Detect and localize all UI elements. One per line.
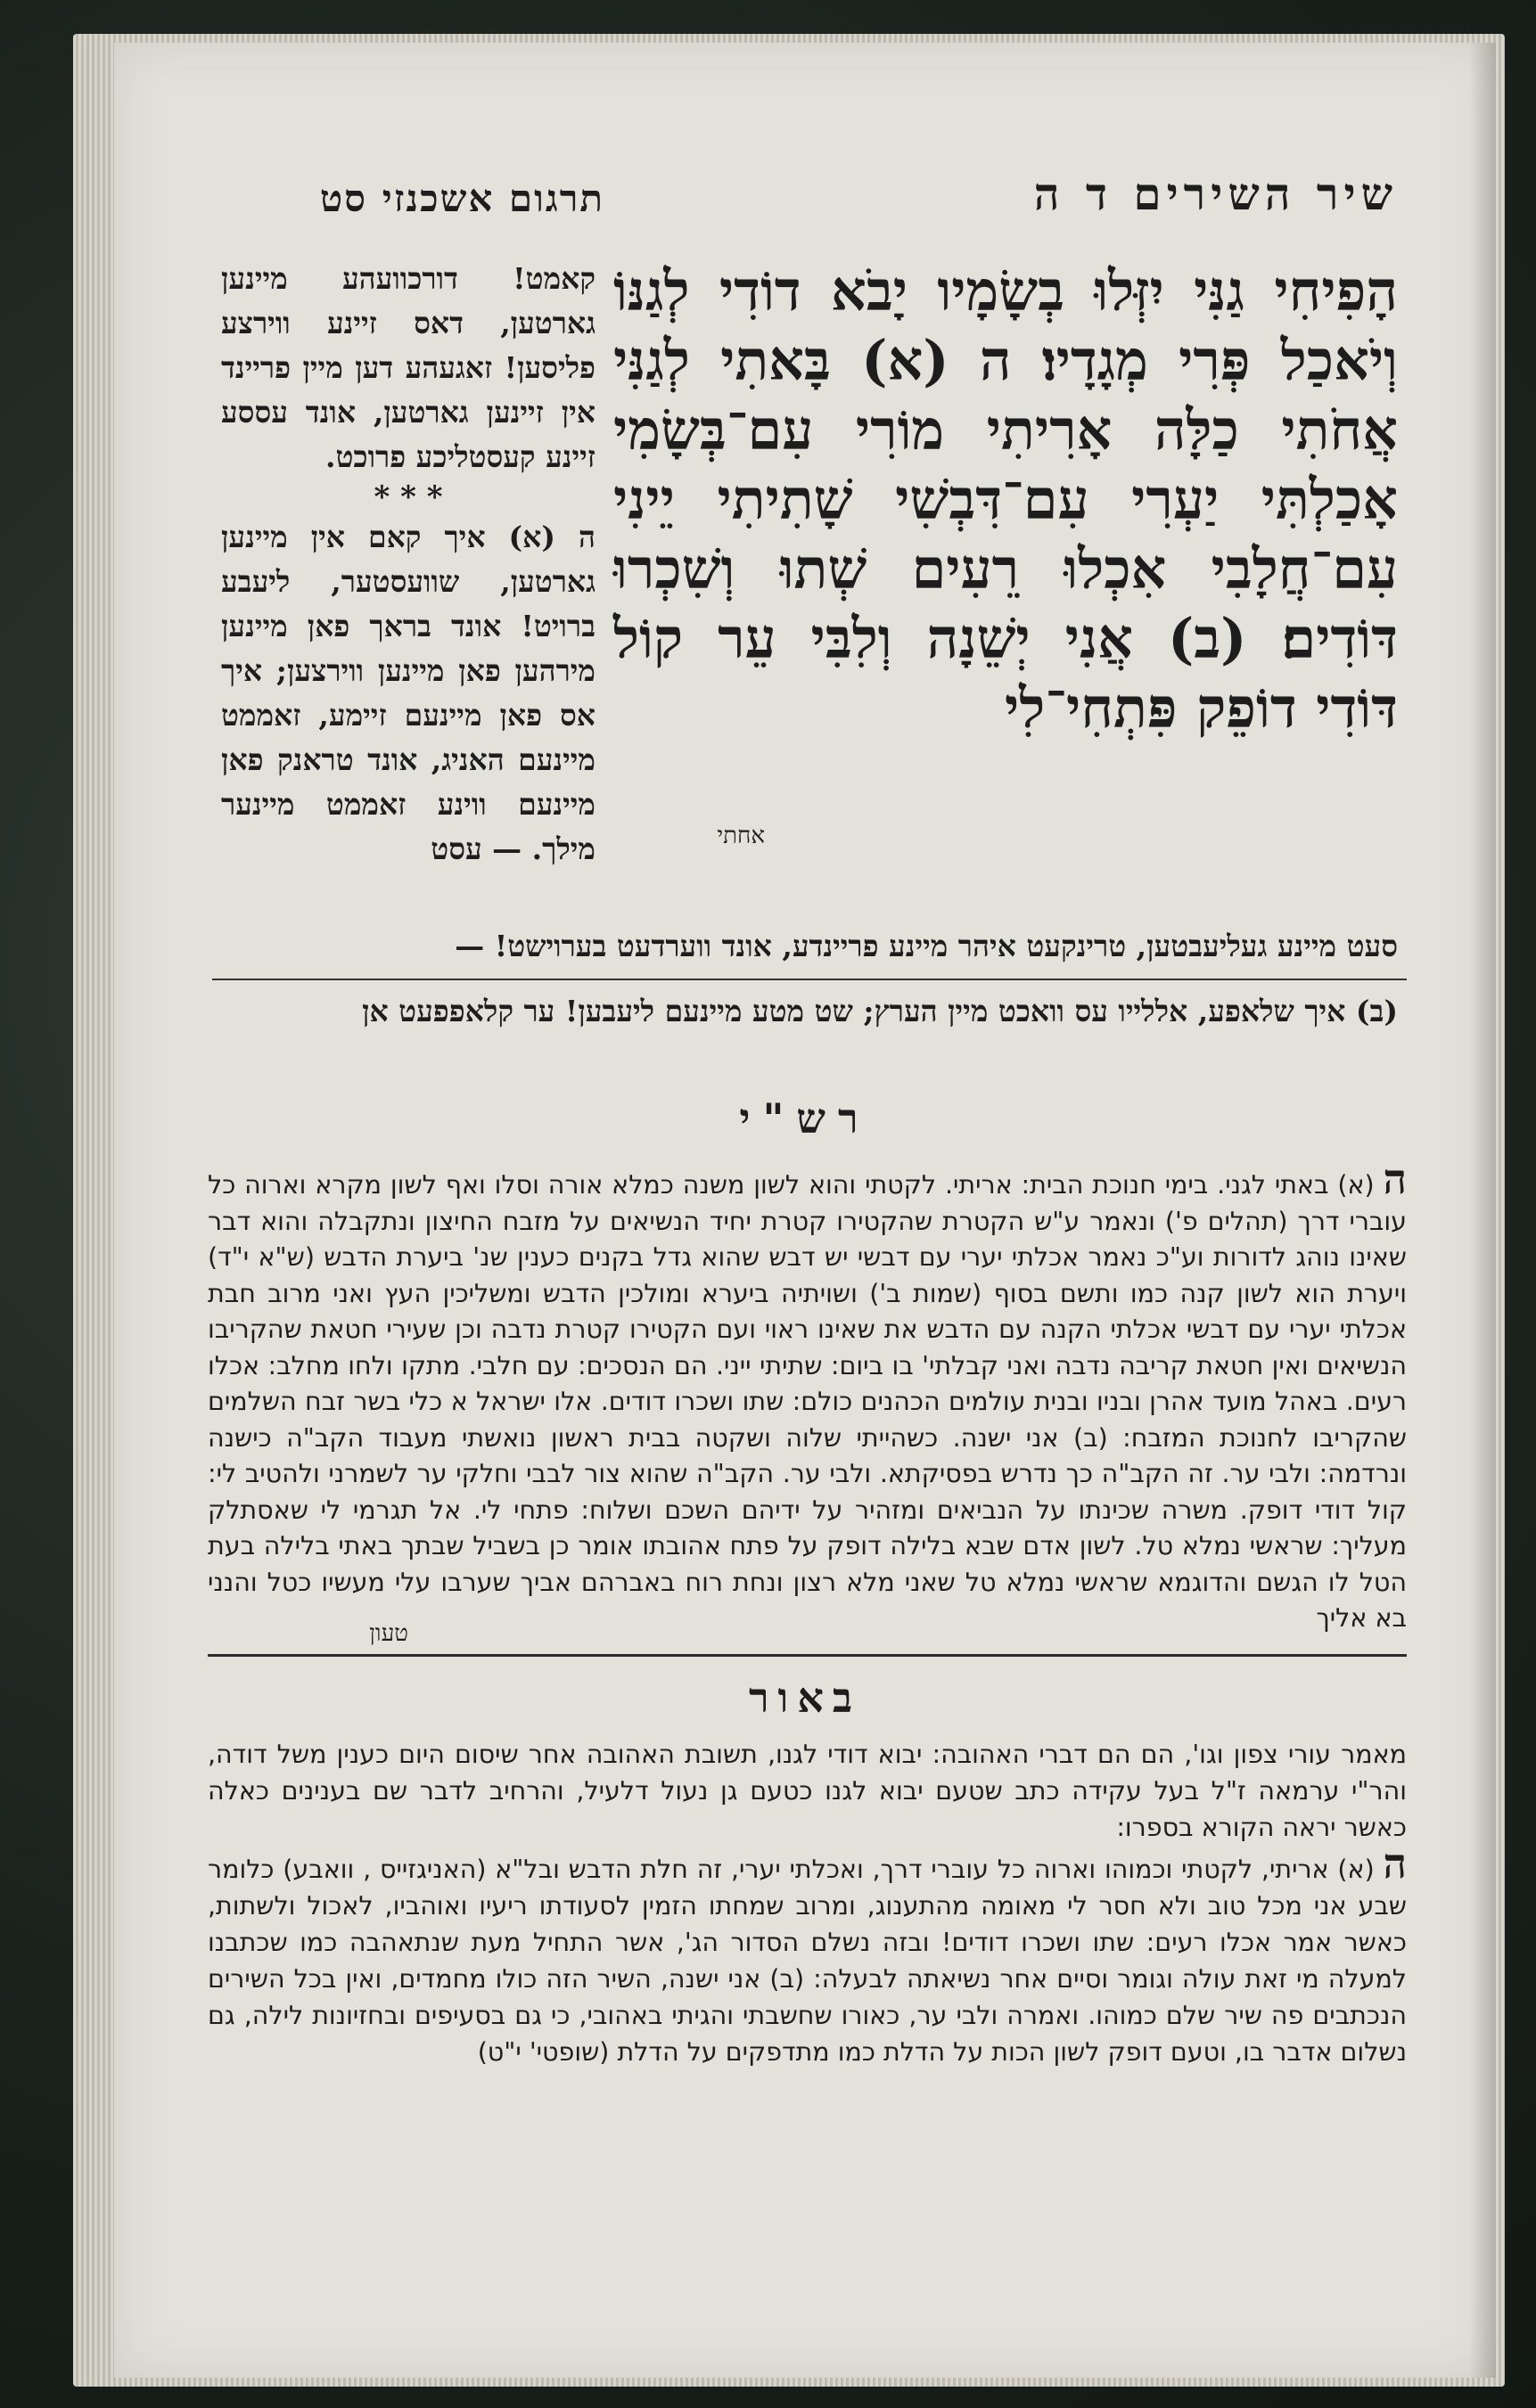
page-gutter-shadow xyxy=(1469,43,1496,2378)
rashi-text: (א) באתי לגני. בימי חנוכת הבית: אריתי. לקטתי והוא לשון משנה כמלא אורה וסלו ואף לשון מקרא וארוה כל עוברי דרך (תהלים פ') ונאמר ע"ש הקטרת שהקטירו קטרת יחיד הנשיאים על מזבח החיצון ונתקבלה והוא דבר שאינו נוהג לדורות וע"כ נאמר אכלתי יערי עם דבשי יש דבש שהוא גדל בקנים כענין שנ' ביערת הדבש (ש"א י"ד) ויערת הוא לשון קנה כמו ותשם בסוף (שמות ב') ושויתיה ביערא ומולכין הדבש ומשליכין העץ ואני מרוב חבת אכלתי יערי עם דבשי אכלתי הקנה עם הדבש את שאינו ראוי ועם הקטירו קטרת נדבה וכן שעירי חטאת שהקריבו הנשיאים ואין חטאת קריבה נדבה ואני קבלתי' בו ביום: שתיתי ייני. הם הנסכים: עם חלבי. מתקו ולחו מחלב: אכלו רעים. באהל מועד אהרן ובניו ובנית עולמים הכהנים כולם: שתו ושכרו דודים. אלו ישראל א כלי בשר זבח השלמים שהקריבו לחנוכת המזבח: (ב) אני ישנה. כשהייתי שלוה ושקטה בבית ראשון נואשתי מעבוד הקב"ה כישנה ונרדמה: ולבי ער. זה הקב"ה כך נדרש בפסיקתא. ולבי ער. הקב"ה שהוא צור לבבי וחלקי ער לשמרני ולהטיב לי: קול דודי דופק. משרה שכינתו על הנביאים ומזהיר על ידיהם השכם ושלוח: פתחי לי. אל תגרמי לי שאסתלק מעליך: שראשי נמלא טל. לשון אדם שבא בלילה דופק על פתח אהובתו אומר כן בשביל שבתך באתי בלילה בעת הטל לו הגשם והדוגמא שראשי נמלא טל שאני מלא רצון ונחת רוח באברהם אביך שערבו עלי מעשיו כטל והנני בא אליך xyxy=(208,1170,1407,1633)
rashi-commentary xyxy=(208,1155,1407,1637)
catchword-verse: אחתי xyxy=(717,823,765,849)
translation-part1: קאמט! דורכוועהע מיינען גארטען, דאס זיינע ווירצע פליסען! זאגעהע דען מיין פריינד אין זיינען גארטען, אונד עססע זיינע קעסטליכע פרוכט. xyxy=(221,261,596,474)
translation-part2: ה (א) איך קאם אין מיינען גארטען, שוועסטער, ליעבע ברויט! אונד בראך פאן מיינען מירהען פאן מיינען ווירצען; איך אס פאן מיינעם זיימע, זאממט מיינעם האניג, אונד טראנק פאן מיינעם ווינע זאממט מיינער מילך. — עסט xyxy=(221,520,596,866)
hebrew-verse-text: הָפִיחִי גַנִּי יִזְּלוּ בְשָׂמָיו יָבֹא דוֹדִי לְגַנּוֹ וְיֹאכַל פְּרִי מְגָדָיו׃ ה (א) בָּאתִי לְגַנִּי אֲחֹתִי כַלָּה אָרִיתִי מוֹרִי עִם־בְּשָׂמִי אָכַלְתִּי יַעְרִי עִם־דִּבְשִׁי שָׁתִיתִי יֵינִי עִם־חֲלָבִי אִכְלוּ רֵעִים שְׁתוּ וְשִׁכְרוּ דּוֹדִים׃ (ב) אֲנִי יְשֵׁנָה וְלִבִּי עֵר קוֹל דּוֹדִי דוֹפֵק פִּתְחִי־לִי xyxy=(613,258,1398,741)
biur-paragraph-1: מאמר עורי צפון וגו', הם הם דברי האהובה: יבוא דודי לגנו, תשובת האהובה אחר שיסום היום כענין משל דודה, והר"י ערמאה ז"ל בעל עקידה כתב שטעם יבוא לגנו כטעם גן נעול דלעיל, והרחיב לדבר שם בענינים כאלה כאשר יראה הקורא בספרו: xyxy=(208,1740,1407,1842)
biur-heading: באור xyxy=(748,1674,862,1722)
running-head-translation: תרגום אשכנזי סט xyxy=(319,176,604,220)
biur-initial-letter: ה xyxy=(1383,1839,1407,1888)
translation-line-verse-2: (ב) איך שלאפע, אללייו עס וואכט מיין הערץ; שט מטע מיינעם ליעבען! ער קלאפפעט אן xyxy=(362,994,1398,1028)
book-page xyxy=(114,43,1496,2378)
biur-commentary xyxy=(208,1736,1407,2070)
section-stars: * * * xyxy=(374,479,443,515)
biur-paragraph-2 xyxy=(208,1839,1407,2070)
divider-rule-thick xyxy=(208,1654,1407,1657)
rashi-initial-letter: ה xyxy=(1383,1155,1407,1203)
biur-paragraph-2-text: (א) אריתי, לקטתי וכמוהו וארוה כל עוברי דרך, ואכלתי יערי, זה חלת הדבש ובל"א (האניגזייס , וואבע) כלומר שבע אני מכל טוב ולא חסר לי מאומה מהתענוג, ומרוב שמחתו הזמין לסעודתו ריעיו ואוהביו, לאכול ולשתות, כאשר אמר אכלו רעים: שתו ושכרו דודים! ובזה נשלם הסדור הג', אשר התחיל מעת שנתאהבה כמו שכתבנו למעלה מי זאת עולה וגומר וסיים אחר נשיאתה לבעלה: (ב) אני ישנה, השיר הזה כולו מחמדים, ואין בכל השירים הנכתבים פה שיר שלם כמוהו. ואמרה ולבי ער, כאורו שחשבתי והגיתי באהובי, כי גם בסעיפים ובחזיונות לילה, גם נשלום אדבר בו, וטעם דופק לשון הכות על הדלת כמו מתדפקים על הדלת (שופטי' י"ט) xyxy=(208,1855,1407,2067)
translation-line-full-width: סעט מיינע געליעבטען, טרינקעט איהר מיינע פריינדע, אונד ווערדעט בערוישט! — xyxy=(455,929,1398,963)
rashi-heading: רש"י xyxy=(739,1094,871,1143)
catchword-rashi: טעון xyxy=(369,1620,408,1647)
divider-rule xyxy=(212,979,1407,980)
translation-column xyxy=(221,257,596,872)
running-head-main: שיר השירים ד ה xyxy=(1033,168,1398,220)
